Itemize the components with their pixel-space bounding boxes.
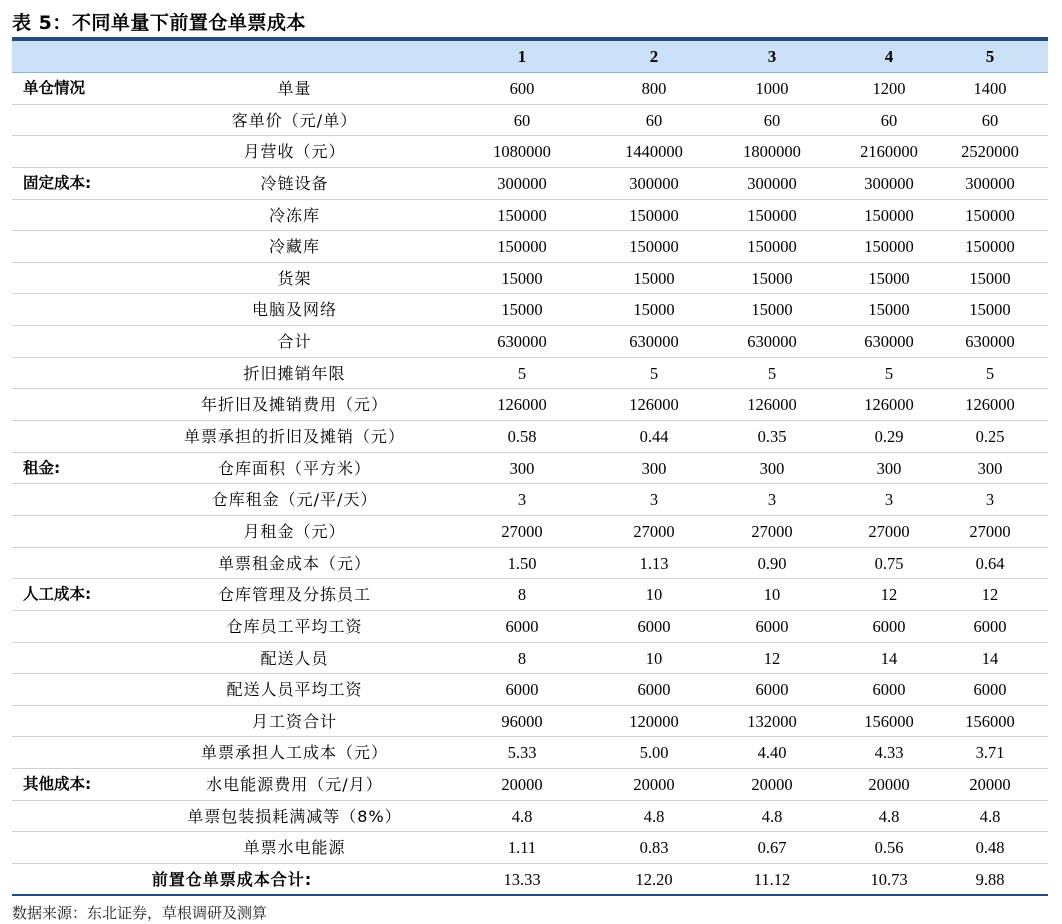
cell-col-2: 150000 bbox=[629, 205, 679, 225]
cell-col-5: 20000 bbox=[969, 775, 1011, 795]
cell-col-4: 0.56 bbox=[874, 838, 904, 858]
total-label: 前置仓单票成本合计: bbox=[151, 870, 313, 890]
cell-col-5: 126000 bbox=[965, 395, 1015, 415]
cell-col-5: 2520000 bbox=[961, 142, 1019, 162]
cell-col-3: 20000 bbox=[751, 775, 793, 795]
cell-col-1: 0.58 bbox=[507, 427, 537, 447]
row-label: 冷链设备 bbox=[260, 173, 329, 193]
cell-col-3: 10 bbox=[763, 585, 781, 605]
cell-col-4: 12 bbox=[880, 585, 898, 605]
cell-col-3: 0.35 bbox=[757, 427, 787, 447]
cell-col-5: 15000 bbox=[969, 300, 1011, 320]
cell-col-1: 13.33 bbox=[503, 870, 541, 890]
row-label: 配送人员平均工资 bbox=[226, 680, 363, 700]
cell-col-3: 132000 bbox=[747, 711, 797, 731]
cell-col-5: 630000 bbox=[965, 332, 1015, 352]
table-row bbox=[12, 484, 1048, 516]
cell-col-5: 6000 bbox=[973, 616, 1007, 636]
cell-col-2: 60 bbox=[645, 110, 663, 130]
cell-col-3: 1000 bbox=[755, 79, 789, 98]
cell-col-4: 20000 bbox=[868, 775, 910, 795]
column-header-1: 1 bbox=[517, 47, 527, 66]
cell-col-1: 6000 bbox=[505, 680, 539, 700]
cell-col-4: 4.8 bbox=[878, 806, 900, 826]
cell-col-2: 10 bbox=[645, 648, 663, 668]
cell-col-2: 0.83 bbox=[639, 838, 669, 858]
cell-col-1: 60 bbox=[513, 110, 531, 130]
column-header-2: 2 bbox=[649, 47, 659, 66]
table-row bbox=[12, 231, 1048, 263]
table-row bbox=[12, 548, 1048, 580]
cell-col-3: 0.90 bbox=[757, 553, 787, 573]
table-row bbox=[12, 579, 1048, 611]
cell-col-4: 1200 bbox=[872, 79, 906, 98]
cell-col-4: 3 bbox=[884, 490, 894, 510]
cell-col-2: 800 bbox=[641, 79, 667, 98]
cell-col-5: 150000 bbox=[965, 205, 1015, 225]
cell-col-1: 300 bbox=[509, 458, 535, 478]
cell-col-4: 6000 bbox=[872, 680, 906, 700]
source-note: 数据来源：东北证券，草根调研及测算 bbox=[12, 904, 268, 922]
cell-col-4: 630000 bbox=[864, 332, 914, 352]
cell-col-2: 4.8 bbox=[643, 806, 665, 826]
cell-col-2: 3 bbox=[649, 490, 659, 510]
cell-col-1: 630000 bbox=[497, 332, 547, 352]
cell-col-1: 15000 bbox=[501, 300, 543, 320]
cell-col-4: 2160000 bbox=[860, 142, 918, 162]
table-row bbox=[12, 706, 1048, 738]
table-row bbox=[12, 136, 1048, 168]
cell-col-3: 12 bbox=[763, 648, 781, 668]
table-row bbox=[12, 168, 1048, 200]
cell-col-5: 14 bbox=[981, 648, 999, 668]
cell-col-2: 126000 bbox=[629, 395, 679, 415]
row-label: 单票水电能源 bbox=[243, 838, 346, 858]
table-row bbox=[12, 200, 1048, 232]
cell-col-3: 4.8 bbox=[761, 806, 783, 826]
cell-col-5: 150000 bbox=[965, 237, 1015, 257]
cell-col-1: 3 bbox=[517, 490, 527, 510]
cell-col-1: 126000 bbox=[497, 395, 547, 415]
cell-col-5: 0.48 bbox=[975, 838, 1005, 858]
row-label: 仓库面积（平方米） bbox=[217, 458, 371, 478]
cell-col-2: 300 bbox=[641, 458, 667, 478]
cell-col-3: 1800000 bbox=[743, 142, 801, 162]
row-label: 合计 bbox=[277, 332, 312, 352]
cell-col-4: 126000 bbox=[864, 395, 914, 415]
cell-col-1: 96000 bbox=[501, 711, 543, 731]
cell-col-3: 11.12 bbox=[753, 870, 791, 890]
cell-col-3: 60 bbox=[763, 110, 781, 130]
cell-col-2: 27000 bbox=[633, 521, 675, 541]
row-label: 单票承担的折旧及摊销（元） bbox=[183, 427, 405, 447]
cell-col-2: 20000 bbox=[633, 775, 675, 795]
cell-col-2: 15000 bbox=[633, 268, 675, 288]
cell-col-1: 600 bbox=[509, 79, 535, 98]
cell-col-2: 5 bbox=[649, 363, 659, 383]
cell-col-1: 150000 bbox=[497, 237, 547, 257]
cell-col-2: 1.13 bbox=[639, 553, 669, 573]
column-header-4: 4 bbox=[884, 47, 894, 66]
row-label: 冷冻库 bbox=[268, 205, 320, 225]
cell-col-3: 5 bbox=[767, 363, 777, 383]
table-row bbox=[12, 358, 1048, 390]
cell-col-4: 5 bbox=[884, 363, 894, 383]
cell-col-4: 0.75 bbox=[874, 553, 904, 573]
cell-col-2: 150000 bbox=[629, 237, 679, 257]
cell-col-5: 156000 bbox=[965, 711, 1015, 731]
cell-col-1: 5.33 bbox=[507, 743, 537, 763]
row-label: 电脑及网络 bbox=[251, 300, 337, 320]
cell-col-5: 3 bbox=[985, 490, 995, 510]
table-row bbox=[12, 643, 1048, 675]
section-label: 租金: bbox=[23, 458, 61, 477]
cell-col-4: 15000 bbox=[868, 268, 910, 288]
row-label: 单票承担人工成本（元） bbox=[200, 743, 388, 763]
cell-col-4: 300 bbox=[876, 458, 902, 478]
cell-col-4: 300000 bbox=[864, 173, 914, 193]
table-row bbox=[12, 73, 1048, 105]
cell-col-5: 0.64 bbox=[975, 553, 1005, 573]
cell-col-3: 3 bbox=[767, 490, 777, 510]
cell-col-4: 150000 bbox=[864, 205, 914, 225]
table-row bbox=[12, 611, 1048, 643]
section-label: 其他成本: bbox=[23, 775, 92, 794]
cell-col-5: 1400 bbox=[973, 79, 1007, 98]
cell-col-1: 8 bbox=[517, 585, 527, 605]
table-row bbox=[12, 769, 1048, 801]
cell-col-3: 126000 bbox=[747, 395, 797, 415]
cell-col-4: 10.73 bbox=[870, 870, 908, 890]
cell-col-3: 300 bbox=[759, 458, 785, 478]
cell-col-4: 4.33 bbox=[874, 743, 904, 763]
cell-col-2: 5.00 bbox=[639, 743, 669, 763]
cell-col-3: 27000 bbox=[751, 521, 793, 541]
table-row bbox=[12, 832, 1048, 864]
cell-col-1: 15000 bbox=[501, 268, 543, 288]
cell-col-5: 0.25 bbox=[975, 427, 1005, 447]
row-label: 单票租金成本（元） bbox=[217, 553, 371, 573]
cell-col-4: 156000 bbox=[864, 711, 914, 731]
cell-col-5: 5 bbox=[985, 363, 995, 383]
table-body bbox=[12, 73, 1048, 896]
cell-col-4: 6000 bbox=[872, 616, 906, 636]
cell-col-5: 3.71 bbox=[975, 743, 1005, 763]
table-header bbox=[12, 41, 1048, 73]
cell-col-1: 27000 bbox=[501, 521, 543, 541]
cell-col-1: 6000 bbox=[505, 616, 539, 636]
cell-col-5: 6000 bbox=[973, 680, 1007, 700]
cell-col-4: 0.29 bbox=[874, 427, 904, 447]
row-label: 年折旧及摊销费用（元） bbox=[200, 395, 388, 415]
row-label: 冷藏库 bbox=[268, 237, 320, 257]
section-label: 单仓情况 bbox=[23, 79, 86, 97]
cell-col-2: 0.44 bbox=[639, 427, 669, 447]
cell-col-3: 15000 bbox=[751, 300, 793, 320]
cell-col-5: 9.88 bbox=[975, 870, 1005, 890]
row-label: 水电能源费用（元/月） bbox=[206, 775, 383, 795]
cell-col-4: 150000 bbox=[864, 237, 914, 257]
table-row bbox=[12, 421, 1048, 453]
cell-col-5: 27000 bbox=[969, 521, 1011, 541]
cell-col-5: 300000 bbox=[965, 173, 1015, 193]
cell-col-5: 60 bbox=[981, 110, 999, 130]
cell-col-5: 300 bbox=[977, 458, 1003, 478]
cell-col-2: 6000 bbox=[637, 616, 671, 636]
cell-col-3: 4.40 bbox=[757, 743, 787, 763]
row-label: 货架 bbox=[277, 268, 312, 288]
table-row bbox=[12, 105, 1048, 137]
table-row bbox=[12, 263, 1048, 295]
row-label: 配送人员 bbox=[260, 648, 329, 668]
table-row bbox=[12, 389, 1048, 421]
row-label: 单量 bbox=[277, 79, 312, 98]
cell-col-5: 12 bbox=[981, 585, 999, 605]
cell-col-1: 4.8 bbox=[511, 806, 533, 826]
row-label: 仓库员工平均工资 bbox=[226, 616, 363, 636]
column-header-3: 3 bbox=[767, 47, 777, 66]
cell-col-1: 5 bbox=[517, 363, 527, 383]
column-header-5: 5 bbox=[985, 47, 995, 66]
cell-col-1: 1.50 bbox=[507, 553, 537, 573]
table-row bbox=[12, 453, 1048, 485]
cell-col-4: 14 bbox=[880, 648, 898, 668]
cell-col-3: 150000 bbox=[747, 237, 797, 257]
cell-col-1: 20000 bbox=[501, 775, 543, 795]
section-label: 固定成本: bbox=[23, 173, 92, 192]
cell-col-3: 150000 bbox=[747, 205, 797, 225]
cell-col-4: 60 bbox=[880, 110, 898, 130]
table-row bbox=[12, 326, 1048, 358]
cell-col-4: 27000 bbox=[868, 521, 910, 541]
table-row bbox=[12, 737, 1048, 769]
section-label: 人工成本: bbox=[23, 585, 92, 604]
row-label: 月租金（元） bbox=[243, 521, 346, 541]
row-label: 月营收（元） bbox=[243, 142, 346, 162]
cell-col-5: 4.8 bbox=[979, 806, 1001, 826]
cell-col-2: 15000 bbox=[633, 300, 675, 320]
row-label: 客单价（元/单） bbox=[231, 110, 358, 130]
cell-col-3: 630000 bbox=[747, 332, 797, 352]
cell-col-3: 15000 bbox=[751, 268, 793, 288]
row-label: 仓库租金（元/平/天） bbox=[211, 490, 378, 510]
cell-col-1: 8 bbox=[517, 648, 527, 668]
row-label: 单票包装损耗满减等（8%） bbox=[187, 806, 402, 826]
cell-col-2: 12.20 bbox=[635, 870, 673, 890]
cell-col-3: 0.67 bbox=[757, 838, 787, 858]
table-row bbox=[12, 516, 1048, 548]
cell-col-1: 1.11 bbox=[507, 838, 537, 858]
cell-col-5: 15000 bbox=[969, 268, 1011, 288]
cell-col-4: 15000 bbox=[868, 300, 910, 320]
cell-col-3: 6000 bbox=[755, 680, 789, 700]
cell-col-1: 150000 bbox=[497, 205, 547, 225]
cell-col-1: 1080000 bbox=[493, 142, 551, 162]
cell-col-3: 300000 bbox=[747, 173, 797, 193]
table-row bbox=[12, 801, 1048, 833]
row-label: 折旧摊销年限 bbox=[243, 363, 346, 383]
cell-col-2: 630000 bbox=[629, 332, 679, 352]
table-row bbox=[12, 674, 1048, 706]
cell-col-3: 6000 bbox=[755, 616, 789, 636]
table-title: 表 5：不同单量下前置仓单票成本 bbox=[12, 12, 306, 34]
cell-col-2: 6000 bbox=[637, 680, 671, 700]
cell-col-2: 300000 bbox=[629, 173, 679, 193]
cell-col-1: 300000 bbox=[497, 173, 547, 193]
row-label: 月工资合计 bbox=[251, 711, 337, 731]
cell-col-2: 1440000 bbox=[625, 142, 683, 162]
row-label: 仓库管理及分拣员工 bbox=[217, 585, 371, 605]
cell-col-2: 10 bbox=[645, 585, 663, 605]
table-row-total bbox=[12, 864, 1048, 896]
table-row bbox=[12, 294, 1048, 326]
cell-col-2: 120000 bbox=[629, 711, 679, 731]
